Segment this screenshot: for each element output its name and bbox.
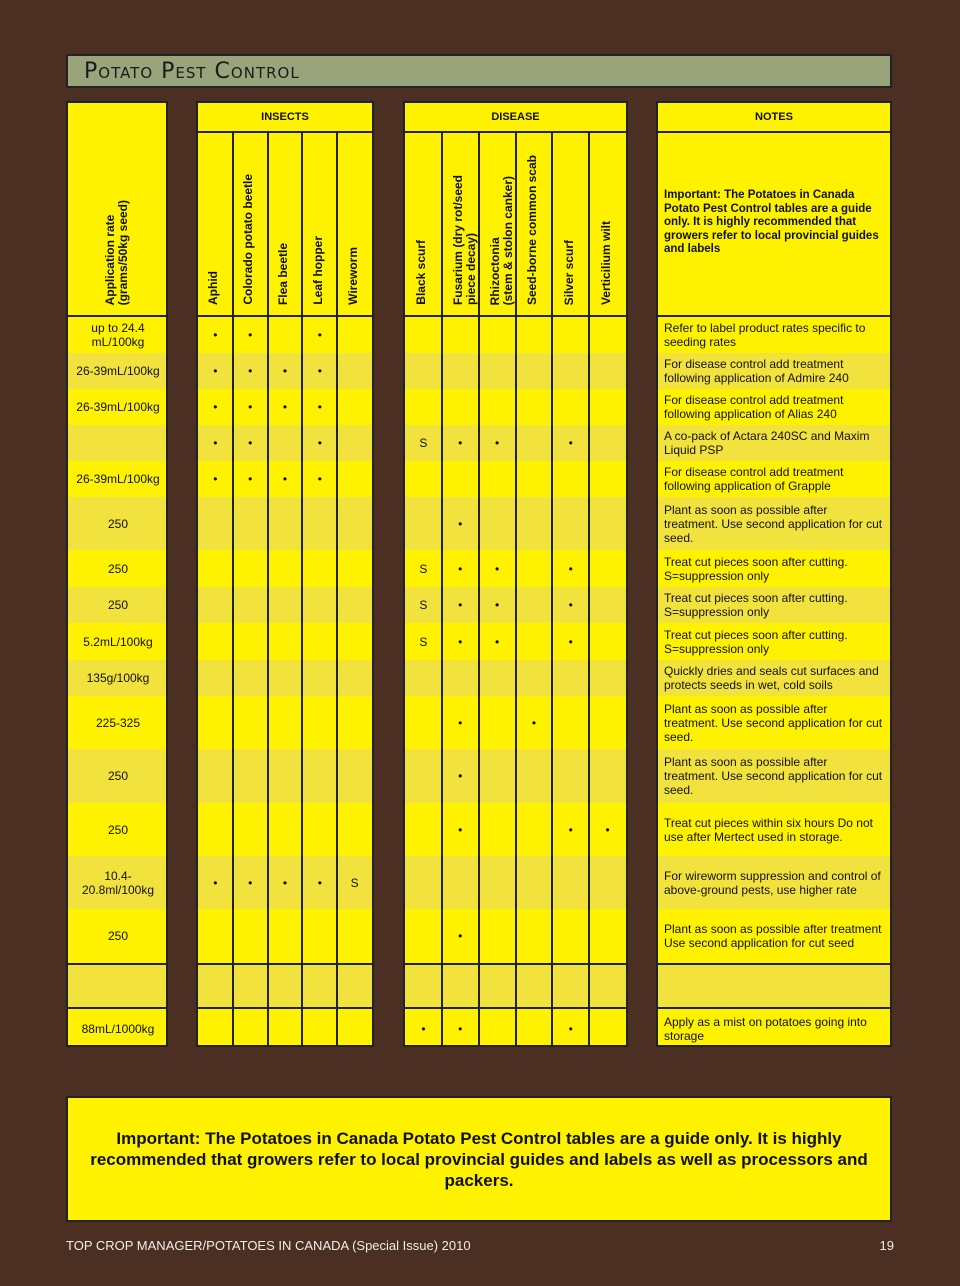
note-cell: Apply as a mist on potatoes going into storage <box>664 1015 867 1043</box>
row-divider <box>198 1007 372 1009</box>
disease-mark: S <box>419 634 428 649</box>
row-band <box>198 660 372 696</box>
insects-mark: • <box>213 328 218 342</box>
disease-mark: • <box>568 561 573 576</box>
insects-mark: • <box>317 875 322 890</box>
rate-cell: 135g/100kg <box>86 671 150 685</box>
disease_columns-label: Rhizoctonia (stem & stolon canker) <box>488 175 516 305</box>
disease-mark: • <box>494 634 500 649</box>
disease-mark: • <box>568 436 573 450</box>
row-band <box>198 1009 372 1047</box>
publication-name: TOP CROP MANAGER/POTATOES IN CANADA (Special Issue) 2010 <box>66 1238 471 1253</box>
rate-cell: 26-39mL/100kg <box>76 400 160 414</box>
insect_columns-label: Wireworm <box>345 247 360 305</box>
row-band <box>198 696 372 749</box>
page-title: Potato Pest Control <box>66 54 892 88</box>
rate-cell: 26-39mL/100kg <box>76 364 160 378</box>
insects-mark: • <box>248 364 253 378</box>
insects-mark: • <box>248 436 253 450</box>
note-cell: Treat cut pieces soon after cutting. S=suppression only <box>664 554 848 583</box>
rate-cell: 250 <box>107 822 129 837</box>
page-footer <box>66 1238 894 1253</box>
important-guide-note <box>664 189 882 257</box>
insects-mark: • <box>317 364 322 378</box>
insects-mark: • <box>282 364 288 378</box>
note-cell: For disease control add treatment following application of Admire 240 <box>664 357 849 385</box>
row-band <box>198 749 372 803</box>
disease-mark: • <box>494 436 500 450</box>
rate-header: Application rate (grams/50kg seed) <box>103 199 130 305</box>
rate-cell <box>68 963 168 1009</box>
rate-cell: 26-39mL/100kg <box>76 472 160 486</box>
insects-header: INSECTS <box>198 103 372 133</box>
insects-table <box>196 101 374 1047</box>
insects-mark: • <box>248 328 253 342</box>
rate-cell: 88mL/1000kg <box>81 1022 155 1036</box>
rate-cell: 250 <box>107 769 129 783</box>
insect_columns-label: Flea beetle <box>276 242 290 305</box>
note-cell: Treat cut pieces soon after cutting. S=suppression only <box>664 627 848 656</box>
disease-mark: • <box>494 598 500 612</box>
disease-mark: • <box>458 436 463 450</box>
important-guide-text: The Potatoes in Canada Potato Pest Control tables are a guide only. It is highly recommended that growers refer to local provincial guides and labels <box>664 189 879 255</box>
disease-mark: • <box>605 822 610 837</box>
insects-mark: • <box>213 875 218 890</box>
disease-mark: • <box>568 634 573 649</box>
row-band <box>198 550 372 587</box>
note-cell: For disease control add treatment following application of Grapple <box>664 465 844 493</box>
note-cell <box>664 963 884 1009</box>
insects-mark: • <box>248 472 253 486</box>
insect_columns-label: Aphid <box>206 271 221 305</box>
notes-column <box>656 101 892 1047</box>
insects-mark: • <box>213 364 218 378</box>
rate-cell: 250 <box>107 516 129 531</box>
disease-mark: S <box>419 436 428 450</box>
note-cell: Plant as soon as possible after treatment Use second application for cut seed <box>664 922 882 950</box>
note-cell: Quickly dries and seals cut surfaces and protects seeds in wet, cold soils <box>664 664 879 692</box>
note-cell: Plant as soon as possible after treatment. Use second application for cut seed. <box>664 701 883 744</box>
row-band <box>198 963 372 1009</box>
disease-mark: • <box>568 822 573 837</box>
rate-cell: 250 <box>107 561 129 576</box>
insects-mark: • <box>213 400 218 414</box>
row-divider <box>198 963 372 965</box>
insect_columns-label: Colorado potato beetle <box>241 174 256 305</box>
insects-mark: • <box>282 875 288 890</box>
note-cell: For wireworm suppression and control of above-ground pests, use higher rate <box>664 868 881 897</box>
insects-mark: • <box>248 875 253 890</box>
note-cell: Treat cut pieces within six hours Do not use after Mertect used in storage. <box>664 815 873 844</box>
row-band <box>198 803 372 856</box>
insects-mark: S <box>350 875 359 890</box>
disease_columns-label: Silver scurf <box>561 239 576 305</box>
disease-mark: • <box>494 561 500 576</box>
insects-mark: • <box>282 472 288 486</box>
rate-cell: 250 <box>107 929 129 943</box>
disease-mark: • <box>458 1022 463 1036</box>
rate-cell: 10.4- 20.8ml/100kg <box>81 868 155 897</box>
disease-mark: • <box>568 1022 573 1036</box>
disease-mark: • <box>458 516 463 531</box>
note-cell: For disease control add treatment following application of Alias 240 <box>664 393 844 421</box>
disease_columns-label: Verticilium wilt <box>598 220 613 305</box>
rate-cell: 225-325 <box>95 715 141 730</box>
note-cell: Plant as soon as possible after treatment. Use second application for cut seed. <box>664 502 883 545</box>
notes-header: NOTES <box>658 103 890 133</box>
important-guide-label: Important: <box>664 189 725 201</box>
insects-mark: • <box>317 328 322 342</box>
disease-mark: • <box>458 929 463 943</box>
important-box <box>66 1096 892 1222</box>
row-band <box>198 909 372 963</box>
insects-mark: • <box>317 472 322 486</box>
rate-cell: 5.2mL/100kg <box>83 634 153 649</box>
page-number: 19 <box>879 1238 894 1253</box>
row-band <box>198 623 372 660</box>
disease_columns-label: Black scurf <box>414 240 429 305</box>
disease-mark: S <box>419 561 428 576</box>
insects-mark: • <box>317 436 322 450</box>
disease-header: DISEASE <box>405 103 626 133</box>
insects-mark: • <box>317 400 322 414</box>
important-text: The Potatoes in Canada Potato Pest Control tables are a guide only. It is highly recommended that growers refer to local provincial guides and labels as well as processors and packers. <box>90 1128 868 1190</box>
disease_columns-label: Fusarium (dry rot/seed piece decay) <box>451 174 479 305</box>
row-band <box>198 497 372 550</box>
disease-mark: • <box>458 598 463 612</box>
note-cell: Plant as soon as possible after treatment. Use second application for cut seed. <box>664 755 883 797</box>
important-label: Important: <box>116 1128 201 1148</box>
disease-mark: • <box>421 1022 426 1036</box>
rate-cell: up to 24.4 mL/100kg <box>91 321 145 349</box>
disease-mark: • <box>458 769 463 783</box>
disease-table <box>403 101 628 1047</box>
disease_columns-label: Seed-borne common scab <box>524 154 539 305</box>
row-band <box>198 587 372 623</box>
note-cell: Treat cut pieces soon after cutting. S=suppression only <box>664 591 848 619</box>
rate-cell: 250 <box>107 598 129 612</box>
insect_columns-label: Leaf hopper <box>310 236 325 305</box>
disease-mark: • <box>458 715 463 730</box>
rate-column <box>66 101 168 1047</box>
disease-mark: • <box>568 598 573 612</box>
disease-mark: • <box>531 715 537 730</box>
disease-mark: S <box>419 598 428 612</box>
insects-mark: • <box>248 400 253 414</box>
insects-mark: • <box>213 436 218 450</box>
note-cell: Refer to label product rates specific to seeding rates <box>664 321 866 349</box>
disease-mark: • <box>458 822 463 837</box>
rate-cell <box>68 425 168 461</box>
insects-mark: • <box>282 400 288 414</box>
note-cell: A co-pack of Actara 240SC and Maxim Liquid PSP <box>664 429 870 457</box>
insects-mark: • <box>213 472 218 486</box>
disease-mark: • <box>458 561 463 576</box>
disease-mark: • <box>458 634 463 649</box>
important-message <box>89 1128 869 1191</box>
